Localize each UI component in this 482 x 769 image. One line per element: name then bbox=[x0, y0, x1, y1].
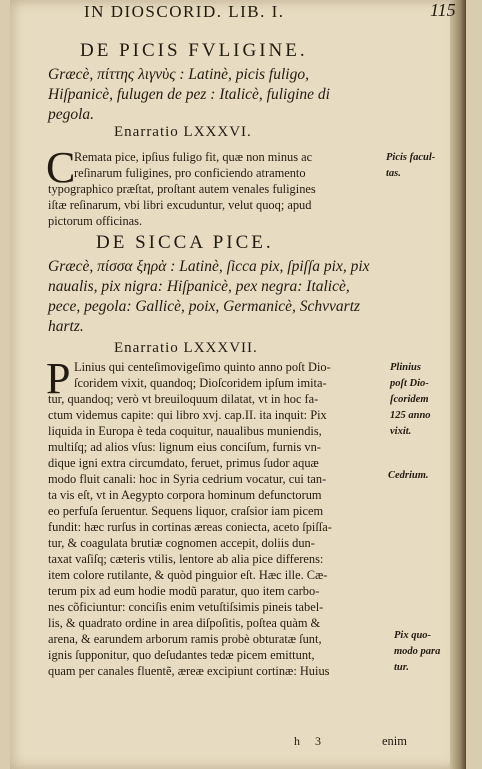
body-line: typographico præſtat, proſtant autem venales fuligines bbox=[48, 182, 316, 196]
body-line: taxat vaſiſq; cæteris vtilis, lentore ab alia pice differens: bbox=[48, 552, 324, 566]
body-line: quam per canales fluentẽ, æreæ excipiunt cortinæ: Huius bbox=[48, 664, 330, 678]
body-line: modo fluit canali: hoc in Syria cedrium vocatur, cui tan- bbox=[48, 472, 327, 486]
body-line: iſtæ reſinarum, vbi libri excuduntur, velut quoq; apud bbox=[48, 198, 312, 212]
body-line: lis, & quadrato ordine in area diſpoſitis, poſtea quàm & bbox=[48, 616, 321, 630]
body-line: terum pix ad eum hodie modũ paratur, quo item carbo- bbox=[48, 584, 320, 598]
book-page bbox=[10, 0, 466, 769]
body-line: ta vis eſt, vt in Aegypto corpora hominum defunctorum bbox=[48, 488, 322, 502]
body-line: item colore rutilante, & quòd pinguior eſt. Hæc ille. Cæ- bbox=[48, 568, 328, 582]
margin-note: Plinius bbox=[390, 362, 421, 373]
margin-note: vixit. bbox=[390, 426, 412, 437]
body-line: nes cõficiuntur: conciſis enim vetuſtiſsimis pineis tabel- bbox=[48, 600, 324, 614]
margin-note: tas. bbox=[386, 168, 401, 179]
body-line: tur, quandoq; verò vt breuiloquum dilatat, vt in hoc fa- bbox=[48, 392, 319, 406]
margin-note: 125 anno bbox=[390, 410, 431, 421]
names-line: pegola. bbox=[48, 106, 95, 123]
body-line: arena, & earundem arborum ramis probè obturatæ ſunt, bbox=[48, 632, 322, 646]
margin-note: tur. bbox=[394, 662, 409, 673]
body-line: Linius qui centeſimovigeſimo quinto anno poſt Dio- bbox=[74, 360, 331, 374]
page-number: 115 bbox=[430, 0, 456, 20]
body-line: pictorum officinas. bbox=[48, 214, 143, 228]
margin-note: Cedrium. bbox=[388, 470, 429, 481]
margin-note: poſt Dio- bbox=[390, 378, 429, 389]
body-line: liquida in Europa è teda coquitur, naualibus muniendis, bbox=[48, 424, 322, 438]
margin-note: ſcoridem bbox=[390, 394, 429, 405]
body-line: Remata pice, ipſius fuligo fit, quæ non minus ac bbox=[74, 150, 313, 164]
body-line: eo perfuſa ſeruentur. Sequens liquor, craſsior iam picem bbox=[48, 504, 324, 518]
body-line: multiſq; ad alios vſus: lignum eius conciſum, furnis vn- bbox=[48, 440, 321, 454]
body-line: fundit: hæc rurſus in cortinas æreas coniecta, aceto ſpiſſa- bbox=[48, 520, 332, 534]
drop-cap: C bbox=[46, 143, 76, 192]
section-title-sicca-pice: DE SICCA PICE. bbox=[96, 232, 274, 253]
margin-note: Picis facul- bbox=[386, 152, 436, 163]
body-line: ctum videmus capite: qui libro xvj. cap.II. ita inquit: Pix bbox=[48, 408, 327, 422]
catchword: enim bbox=[382, 734, 407, 748]
body-line: ignis ſupponitur, quo deſudantes tedæ picem emittunt, bbox=[48, 648, 315, 662]
body-line: reſinarum fuligines, pro conficiendo atramento bbox=[74, 166, 306, 180]
names-line: pece, pegola: Gallicè, poix, Germanicè, Schvvartz bbox=[48, 298, 361, 315]
enarratio-heading: Enarratio LXXXVI. bbox=[114, 124, 252, 140]
names-line: hartz. bbox=[48, 318, 84, 335]
page-gutter-shadow bbox=[450, 0, 466, 769]
margin-note: modo para bbox=[394, 646, 441, 657]
names-line: Græcè, πίττης λιγνὺς : Latinè, picis fuligo, bbox=[48, 66, 309, 83]
enarratio-heading: Enarratio LXXXVII. bbox=[114, 340, 258, 356]
margin-note: Pix quo- bbox=[394, 630, 432, 641]
names-line: naualis, pix nigra: Hiſpanicè, pex negra: Italicè, bbox=[48, 278, 350, 295]
body-line: tur, & coagulata brutiæ cognomen accepit, doliis dun- bbox=[48, 536, 315, 550]
names-line: Hiſpanicè, fulugen de pez : Italicè, fuligine di bbox=[48, 86, 330, 103]
running-head: IN DIOSCORID. LIB. I. bbox=[84, 2, 285, 21]
body-line: ſcoridem vixit, quandoq; Dioſcoridem ipſum imita- bbox=[74, 376, 327, 390]
signature-mark: h 3 bbox=[294, 734, 327, 748]
section-title-picis-fuligine: DE PICIS FVLIGINE. bbox=[80, 40, 308, 61]
body-line: dique igni extra circumdato, feruet, primus ſudor aquæ bbox=[48, 456, 319, 470]
names-line: Græcè, πίσσα ξηρὰ : Latinè, ſicca pix, ſpiſſa pix, pix bbox=[48, 258, 370, 275]
drop-cap: P bbox=[46, 354, 71, 403]
